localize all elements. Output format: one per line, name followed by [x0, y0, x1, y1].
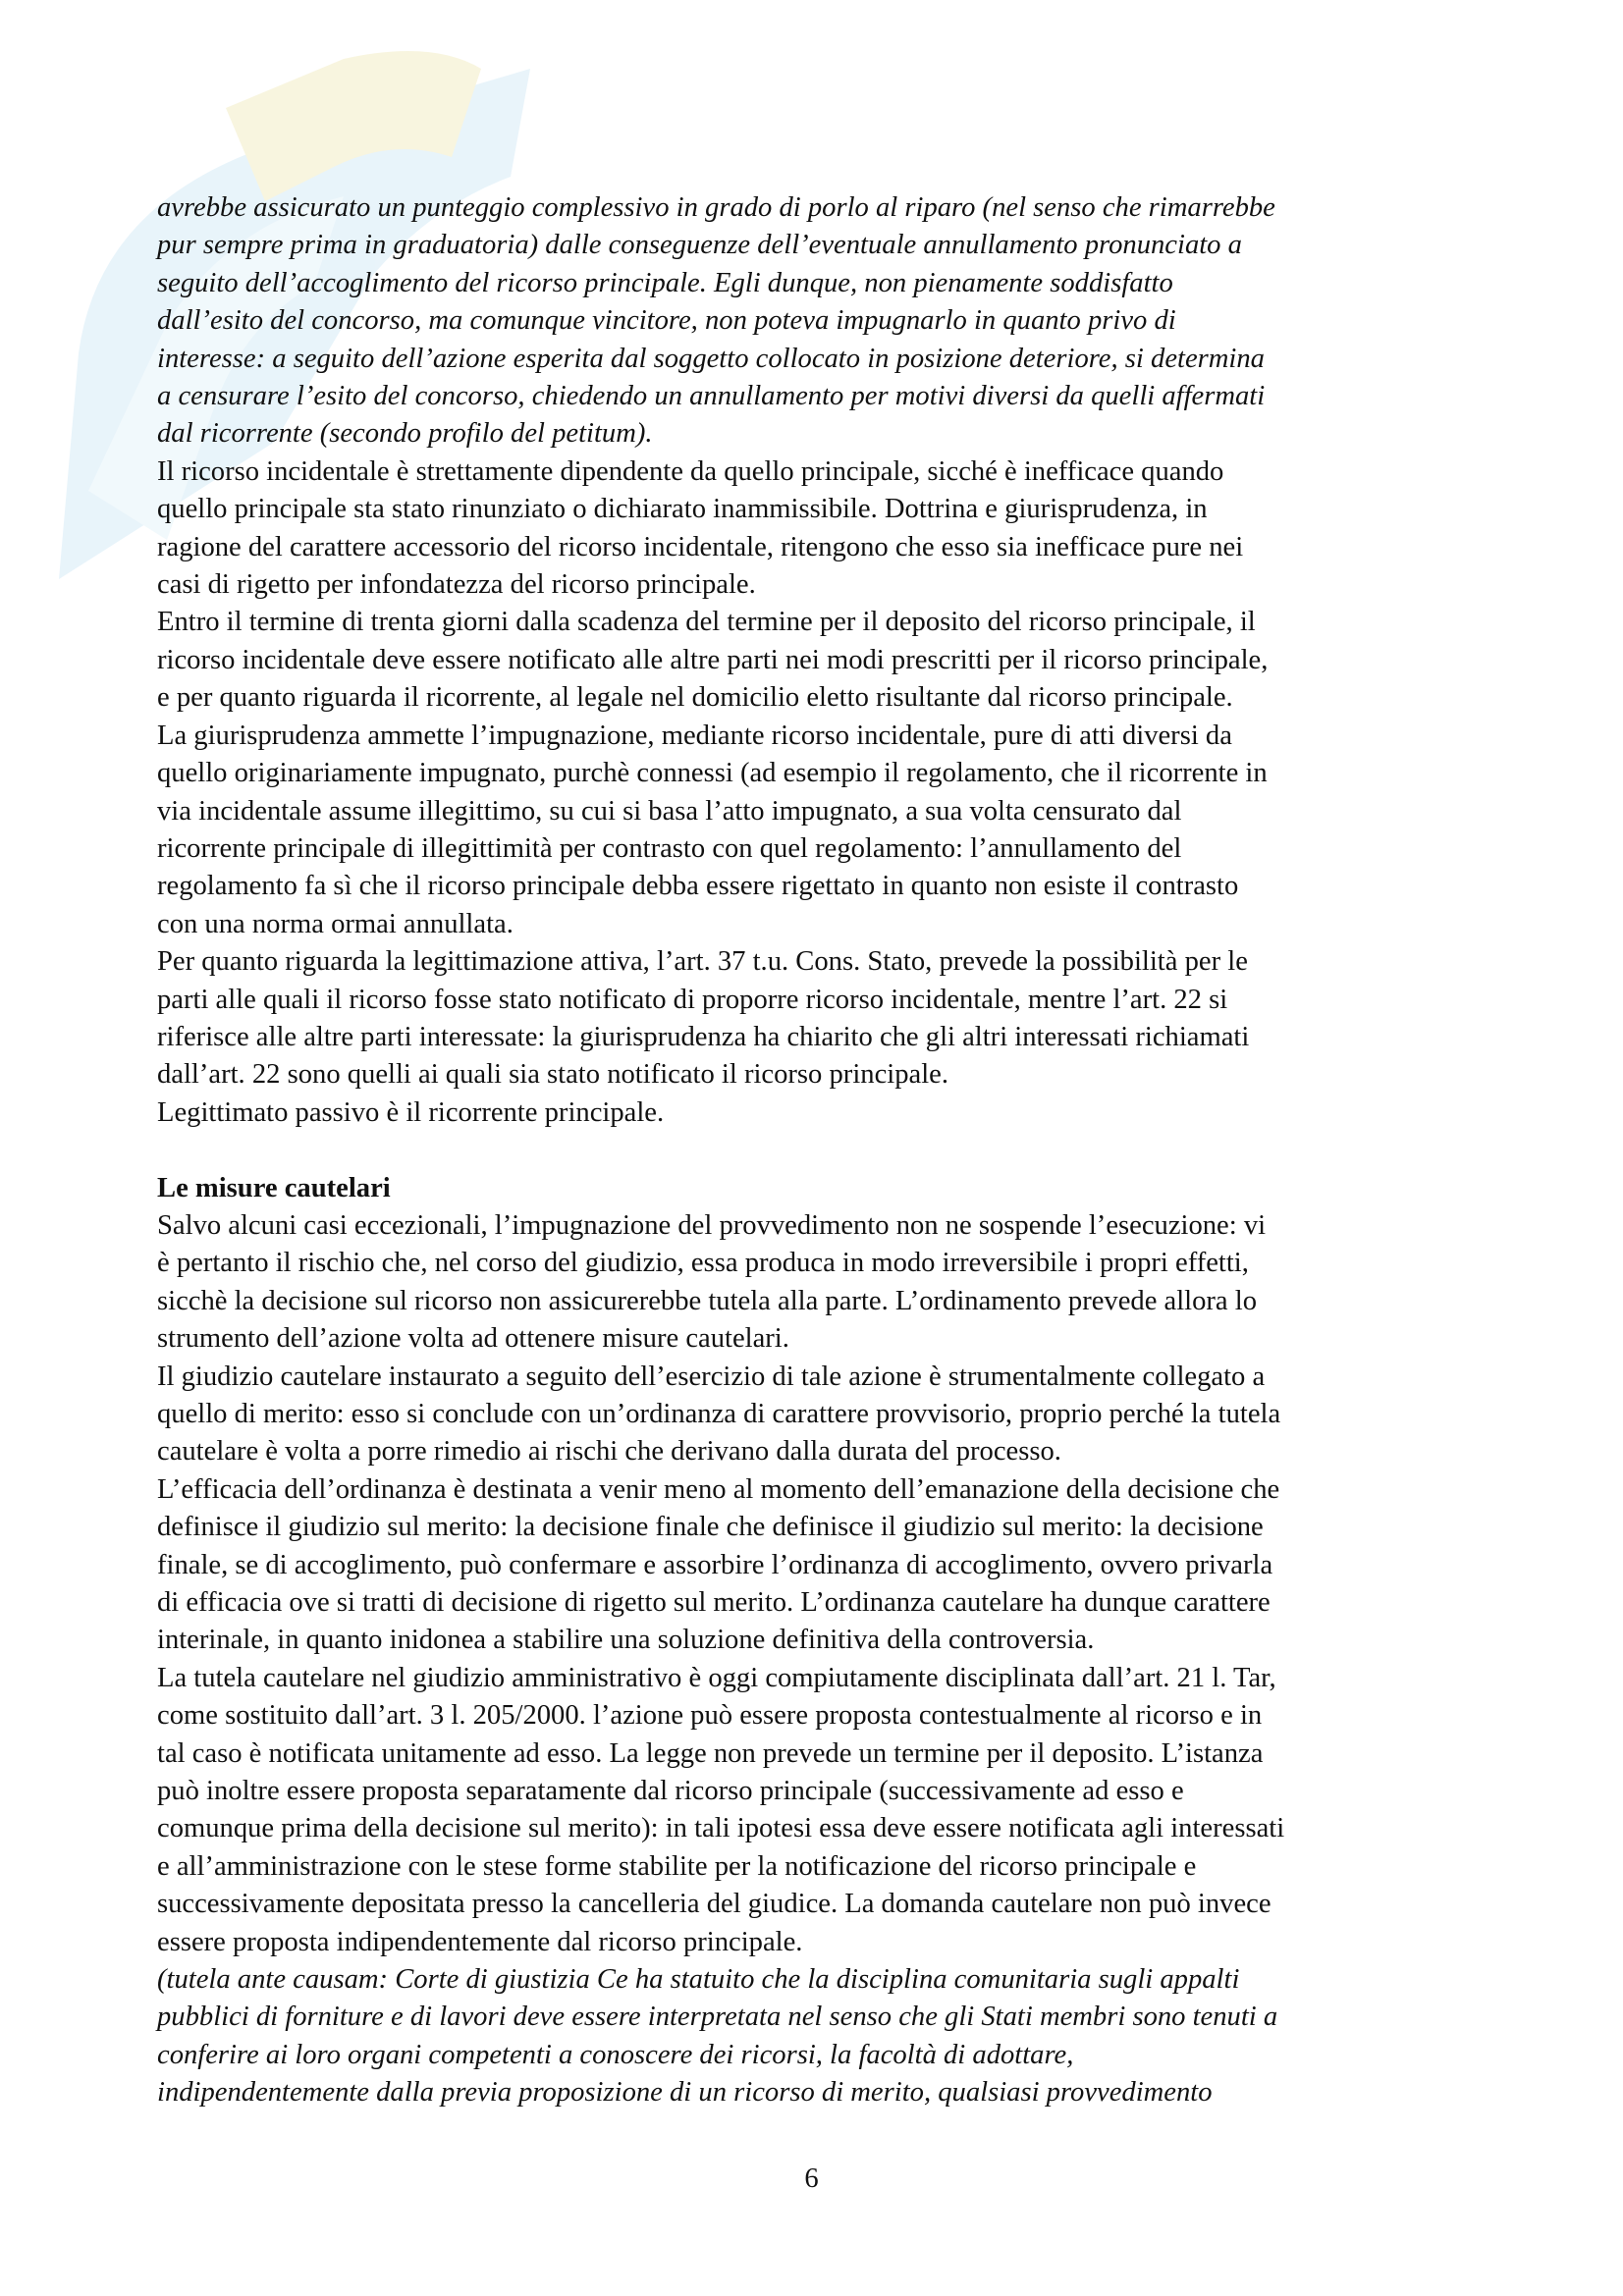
text-line: come sostituito dall’art. 3 l. 205/2000. l’azione può essere proposta contestualmente al ricorso e in [157, 1700, 1263, 1732]
text-line: Salvo alcuni casi eccezionali, l’impugnazione del provvedimento non ne sospende l’esecuzione: vi [157, 1209, 1267, 1241]
text-line: riferisce alle altre parti interessate: la giurisprudenza ha chiarito che gli altri interessati richiamati [157, 1021, 1250, 1052]
text-line: definisce il giudizio sul merito: la decisione finale che definisce il giudizio sul merito: la decisione [157, 1512, 1264, 1543]
text-line: dall’esito del concorso, ma comunque vincitore, non poteva impugnarlo in quanto privo di [157, 305, 1176, 337]
document-body [157, 189, 1473, 2112]
text-line: seguito dell’accoglimento del ricorso principale. Egli dunque, non pienamente soddisfatto [157, 267, 1173, 298]
text-line: è pertanto il rischio che, nel corso del giudizio, essa produca in modo irreversibile i propri effetti, [157, 1248, 1249, 1279]
text-line: successivamente depositata presso la cancelleria del giudice. La domanda cautelare non può invece [157, 1889, 1271, 1920]
text-line: avrebbe assicurato un punteggio complessivo in grado di porlo al riparo (nel senso che rimarrebbe [157, 192, 1275, 223]
paragraph-ante-causam [157, 1961, 1473, 2112]
paragraph-deadline [157, 604, 1473, 717]
text-line: L’efficacia dell’ordinanza è destinata a venir meno al momento dell’emanazione della decisione che [157, 1473, 1280, 1505]
text-line: ricorso incidentale deve essere notificato alle altre parti nei modi prescritti per il ricorso principale, [157, 644, 1269, 675]
text-line: interesse: a seguito dell’azione esperita dal soggetto collocato in posizione deteriore, si determina [157, 343, 1265, 374]
paragraph-efficacy [157, 1471, 1473, 1660]
paragraph-continuation [157, 189, 1473, 454]
text-line: può inoltre essere proposta separatamente dal ricorso principale (successivamente ad esso e [157, 1776, 1184, 1807]
spacer [157, 1132, 1473, 1169]
text-line: casi di rigetto per infondatezza del ricorso principale. [157, 569, 756, 601]
text-line: pur sempre prima in graduatoria) dalle conseguenze dell’eventuale annullamento pronunciato a [157, 230, 1242, 261]
section-heading: Le misure cautelari [157, 1172, 391, 1203]
text-line: cautelare è volta a porre rimedio ai rischi che derivano dalla durata del processo. [157, 1436, 1061, 1468]
text-line: finale, se di accoglimento, può confermare e assorbire l’ordinanza di accoglimento, ovvero privarla [157, 1549, 1273, 1580]
text-line: La giurisprudenza ammette l’impugnazione, mediante ricorso incidentale, pure di atti diversi da [157, 720, 1232, 751]
text-line: via incidentale assume illegittimo, su cui si basa l’atto impugnato, a sua volta censurato dal [157, 795, 1182, 827]
text-line: con una norma ormai annullata. [157, 908, 514, 939]
text-line: (tutela ante causam: Corte di giustizia Ce ha statuito che la disciplina comunitaria sugli appalti [157, 1964, 1240, 1996]
paragraph-cautelare-judgment [157, 1359, 1473, 1471]
text-line: Per quanto riguarda la legittimazione attiva, l’art. 37 t.u. Cons. Stato, prevede la possibilità per le [157, 946, 1248, 978]
text-line: dal ricorrente (secondo profilo del petitum). [157, 418, 653, 450]
text-line: indipendentemente dalla previa proposizione di un ricorso di merito, qualsiasi provvedimento [157, 2077, 1213, 2109]
text-line: essere proposta indipendentemente dal ricorso principale. [157, 1926, 803, 1957]
text-line: sicchè la decisione sul ricorso non assicurerebbe tutela alla parte. L’ordinamento prevede allora lo [157, 1285, 1258, 1316]
paragraph-passive-legitimation [157, 1095, 1473, 1132]
text-line: Entro il termine di trenta giorni dalla scadenza del termine per il deposito del ricorso principale, il [157, 607, 1256, 638]
text-line: tal caso è notificata unitamente ad esso. La legge non prevede un termine per il deposito. L’istanza [157, 1737, 1264, 1769]
text-line: quello di merito: esso si conclude con un’ordinanza di carattere provvisorio, proprio perché la tutela [157, 1398, 1281, 1429]
text-line: di efficacia ove si tratti di decisione di rigetto sul merito. L’ordinanza cautelare ha dunque carattere [157, 1587, 1271, 1619]
page-number: 6 [804, 2163, 819, 2194]
text-line: interinale, in quanto inidonea a stabilire una soluzione definitiva della controversia. [157, 1625, 1095, 1656]
text-line: a censurare l’esito del concorso, chiedendo un annullamento per motivi diversi da quelli affermati [157, 381, 1266, 412]
text-line: e per quanto riguarda il ricorrente, al legale nel domicilio eletto risultante dal ricorso principale. [157, 682, 1233, 714]
text-line: ragione del carattere accessorio del ricorso incidentale, ritengono che esso sia inefficace pure nei [157, 531, 1244, 562]
text-line: Il ricorso incidentale è strettamente dipendente da quello principale, sicché è inefficace quando [157, 455, 1224, 487]
paragraph-active-legitimation [157, 943, 1473, 1095]
text-line: quello originariamente impugnato, purchè connessi (ad esempio il regolamento, che il ricorrente in [157, 758, 1268, 789]
text-line: e all’amministrazione con le stese forme stabilite per la notificazione del ricorso principale e [157, 1850, 1197, 1882]
text-line: ricorrente principale di illegittimità per contrasto con quel regolamento: l’annullamento del [157, 832, 1182, 864]
paragraph-suspension [157, 1207, 1473, 1359]
text-line: comunque prima della decisione sul merito): in tali ipotesi essa deve essere notificata agli interessati [157, 1813, 1285, 1844]
text-line: parti alle quali il ricorso fosse stato notificato di proporre ricorso incidentale, mentre l’art. 22 si [157, 984, 1228, 1015]
text-line: dall’art. 22 sono quelli ai quali sia stato notificato il ricorso principale. [157, 1059, 948, 1091]
text-line: pubblici di forniture e di lavori deve essere interpretata nel senso che gli Stati membri sono tenuti a [157, 2002, 1278, 2033]
text-line: Legittimato passivo è il ricorrente principale. [157, 1096, 665, 1128]
text-line: regolamento fa sì che il ricorso principale debba essere rigettato in quanto non esiste il contrasto [157, 871, 1239, 902]
text-line: strumento dell’azione volta ad ottenere misure cautelari. [157, 1323, 789, 1355]
paragraph-jurisprudence [157, 718, 1473, 943]
paragraph-discipline [157, 1660, 1473, 1961]
text-line: Il giudizio cautelare instaurato a seguito dell’esercizio di tale azione è strumentalmente collegato a [157, 1361, 1266, 1392]
text-line: conferire ai loro organi competenti a conoscere dei ricorsi, la facoltà di adottare, [157, 2039, 1074, 2070]
paragraph-inefficacy [157, 454, 1473, 605]
text-line: quello principale sta stato rinunziato o dichiarato inammissibile. Dottrina e giurisprudenza, in [157, 494, 1208, 525]
text-line: La tutela cautelare nel giudizio amministrativo è oggi compiutamente disciplinata dall’art. 21 l. Tar, [157, 1662, 1276, 1693]
